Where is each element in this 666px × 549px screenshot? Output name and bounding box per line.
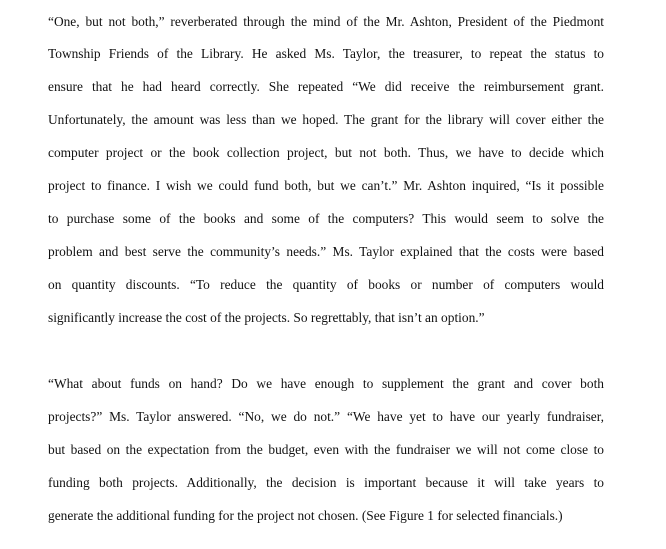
paragraph-1-line-8: problem and best serve the community’s needs.” Ms. Taylor explained that the costs were based <box>48 244 604 259</box>
paragraph-1-line-1: “One, but not both,” reverberated through the mind of the Mr. Ashton, President of the Piedmont <box>48 14 604 29</box>
paragraph-2-line-1: “What about funds on hand? Do we have enough to supplement the grant and cover both <box>48 376 604 391</box>
paragraph-2-line-5: generate the additional funding for the project not chosen. (See Figure 1 for selected financials.) <box>48 508 563 523</box>
paragraph-1-line-2: Township Friends of the Library. He asked Ms. Taylor, the treasurer, to repeat the status to <box>48 46 604 61</box>
paragraph-1-line-3: ensure that he had heard correctly. She repeated “We did receive the reimbursement grant. <box>48 79 604 94</box>
paragraph-2-line-4: funding both projects. Additionally, the decision is important because it will take years to <box>48 475 604 490</box>
paragraph-1-line-6: project to finance. I wish we could fund both, but we can’t.” Mr. Ashton inquired, “Is it possible <box>48 178 604 193</box>
paragraph-1-line-4: Unfortunately, the amount was less than we hoped. The grant for the library will cover either the <box>48 112 604 127</box>
paragraph-2-line-3: but based on the expectation from the budget, even with the fundraiser we will not come close to <box>48 442 604 457</box>
paragraph-1-line-9: on quantity discounts. “To reduce the quantity of books or number of computers would <box>48 277 604 292</box>
paragraph-2-line-2: projects?” Ms. Taylor answered. “No, we do not.” “We have yet to have our yearly fundraiser, <box>48 409 604 424</box>
paragraph-1-line-10: significantly increase the cost of the projects. So regrettably, that isn’t an option.” <box>48 310 485 325</box>
paragraph-1-line-7: to purchase some of the books and some of the computers? This would seem to solve the <box>48 211 604 226</box>
paragraph-1-line-5: computer project or the book collection project, but not both. Thus, we have to decide which <box>48 145 604 160</box>
